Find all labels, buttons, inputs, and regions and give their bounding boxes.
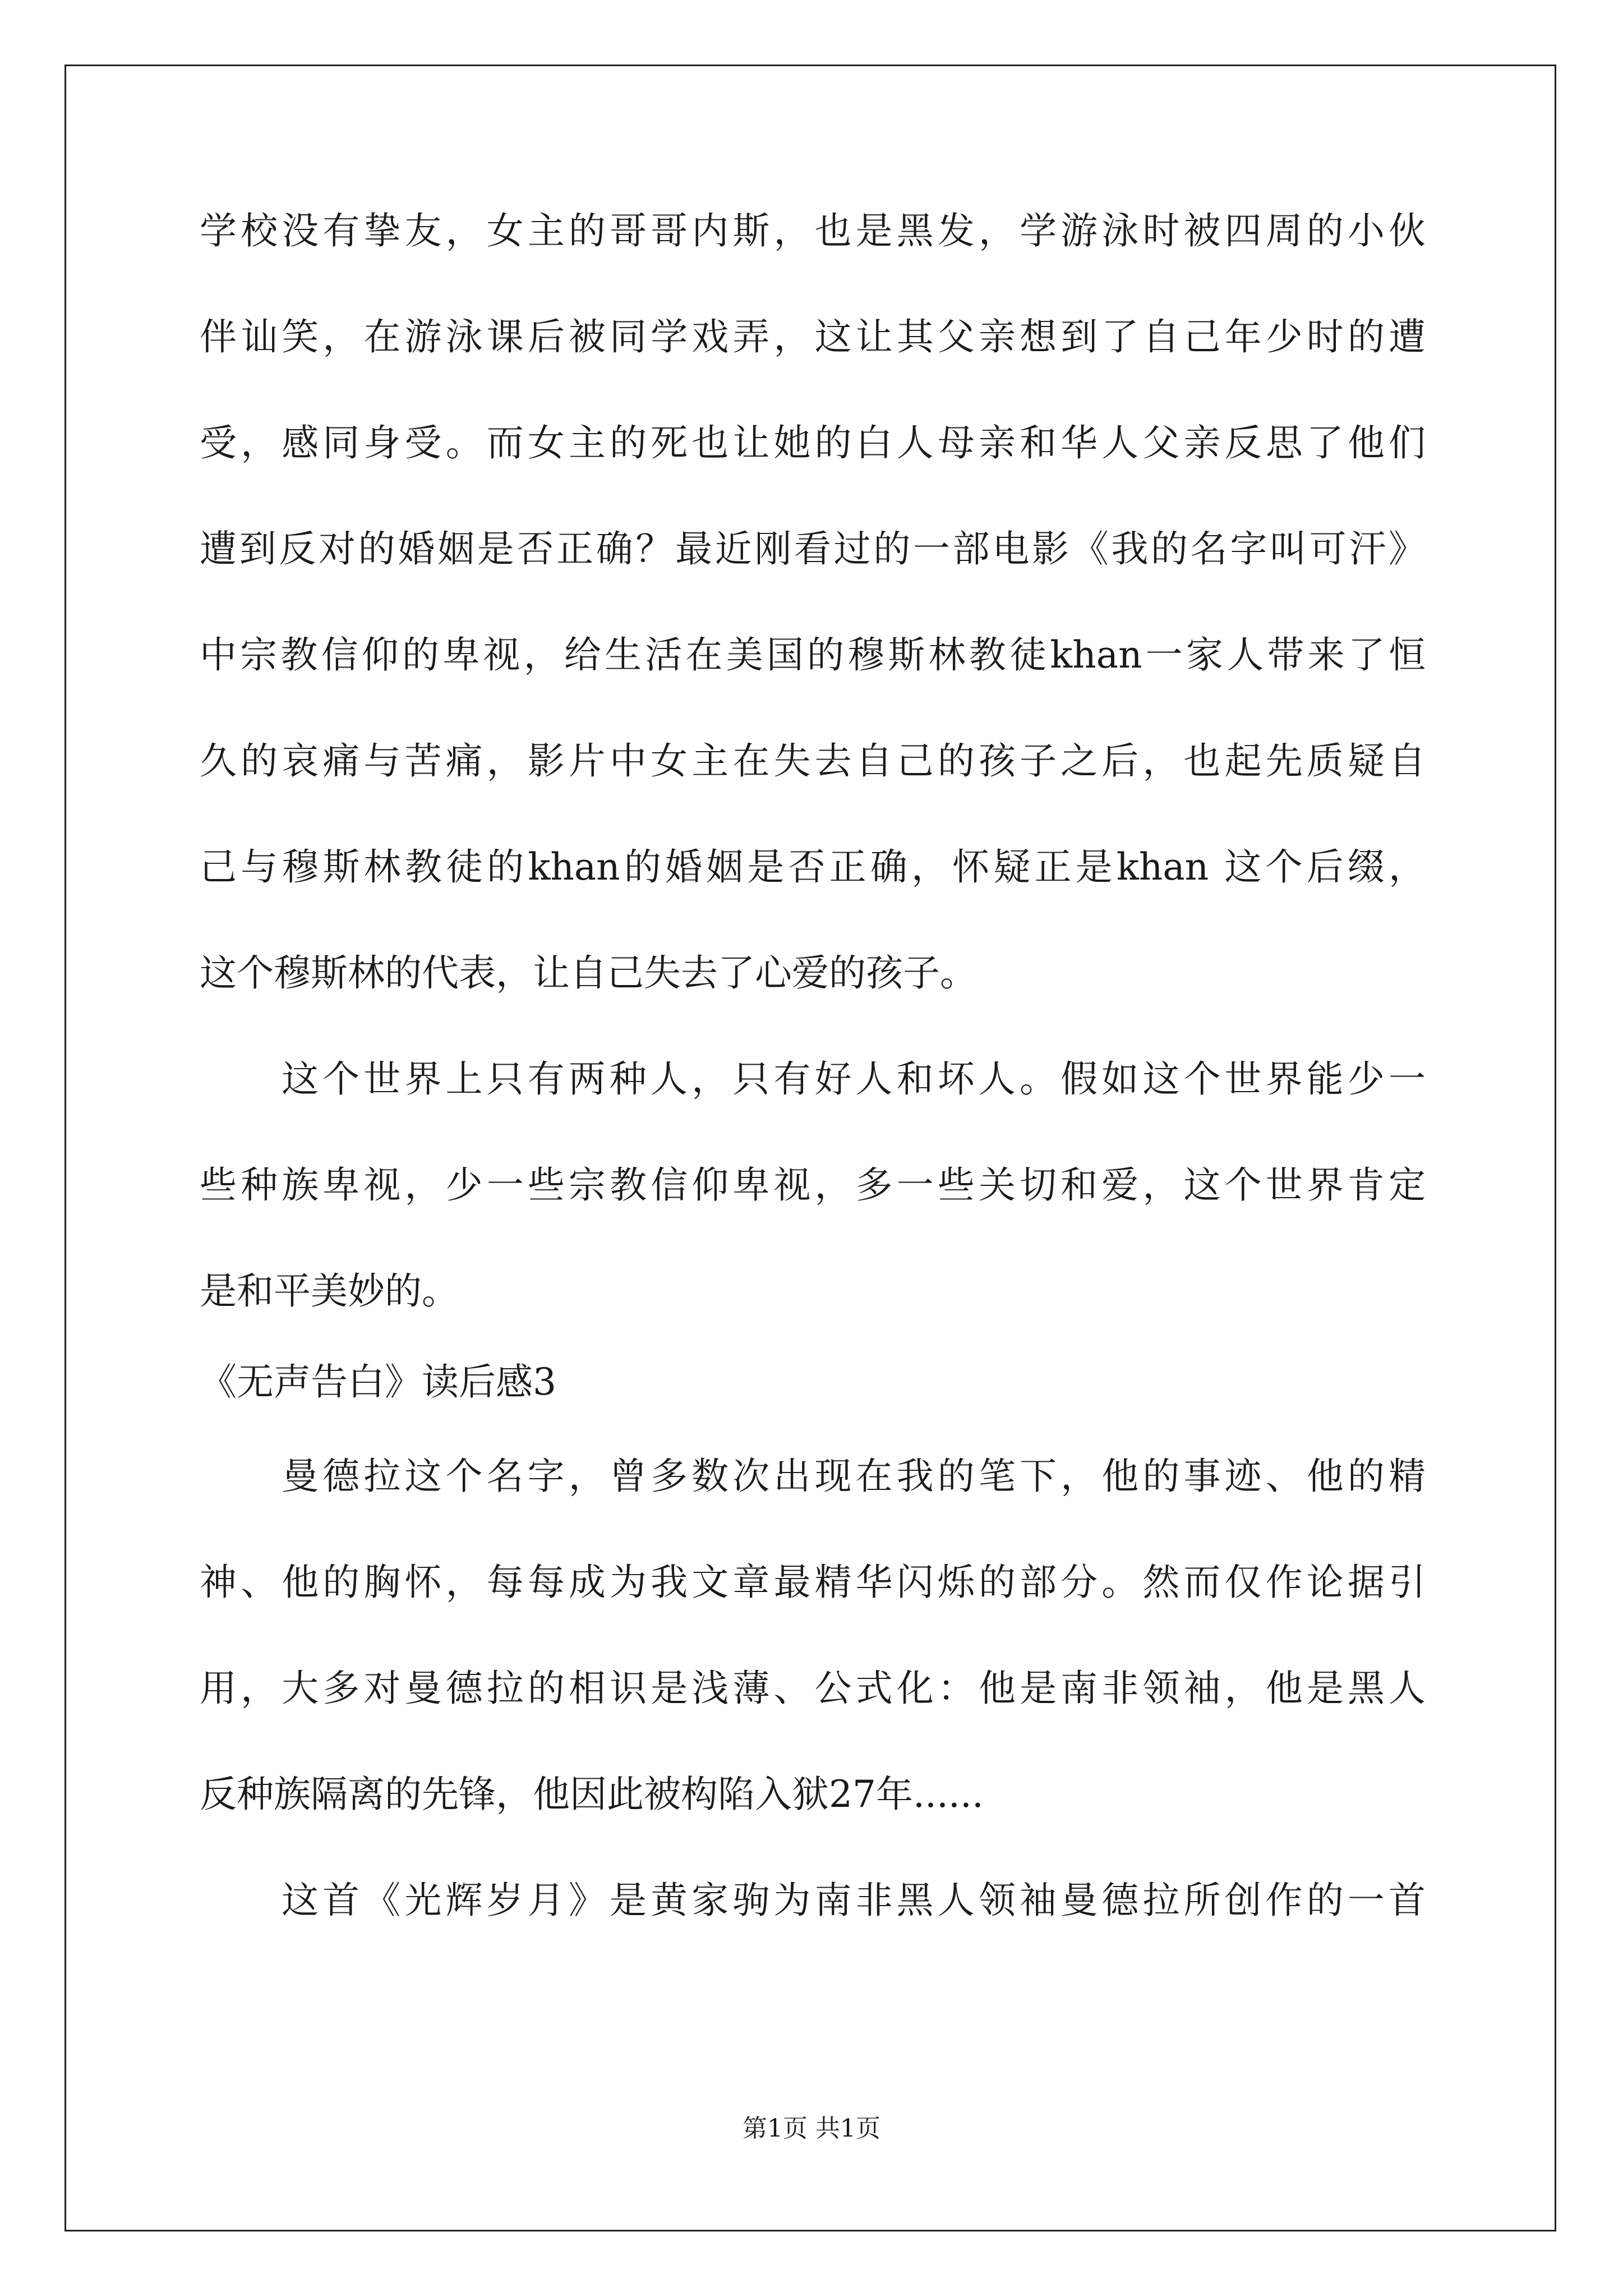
paragraph-line: 神、他的胸怀，每每成为我文章最精华闪烁的部分。然而仅作论据引 xyxy=(200,1561,1426,1604)
paragraph-line: 遭到反对的婚姻是否正确？最近刚看过的一部电影《我的名字叫可汗》 xyxy=(200,527,1426,570)
paragraph-line: 受，感同身受。而女主的死也让她的白人母亲和华人父亲反思了他们 xyxy=(200,421,1426,464)
paragraph-line: 中宗教信仰的卑视，给生活在美国的穆斯林教徒khan一家人带来了恒 xyxy=(200,633,1426,677)
paragraph-line: 些种族卑视，少一些宗教信仰卑视，多一些关切和爱，这个世界肯定 xyxy=(200,1163,1426,1207)
paragraph-line: 己与穆斯林教徒的khan的婚姻是否正确，怀疑正是khan 这个后缀， xyxy=(200,845,1426,889)
section-heading: 《无声告白》读后感3 xyxy=(200,1360,556,1404)
paragraph-line: 这个穆斯林的代表，让自己失去了心爱的孩子。 xyxy=(200,951,977,995)
page-number-footer: 第1页 共1页 xyxy=(743,2114,880,2143)
paragraph-line: 久的哀痛与苦痛，影片中女主在失去自己的孩子之后，也起先质疑自 xyxy=(200,739,1426,783)
paragraph-line: 这首《光辉岁月》是黄家驹为南非黑人领袖曼德拉所创作的一首 xyxy=(282,1879,1426,1922)
paragraph-line: 曼德拉这个名字，曾多数次出现在我的笔下，他的事迹、他的精 xyxy=(282,1455,1426,1498)
paragraph-line: 这个世界上只有两种人，只有好人和坏人。假如这个世界能少一 xyxy=(282,1057,1426,1101)
paragraph-line: 反种族隔离的先锋，他因此被构陷入狱27年...... xyxy=(200,1773,984,1816)
paragraph-line: 伴讪笑，在游泳课后被同学戏弄，这让其父亲想到了自己年少时的遭 xyxy=(200,315,1426,358)
paragraph-line: 学校没有挚友，女主的哥哥内斯，也是黑发，学游泳时被四周的小伙 xyxy=(200,209,1426,252)
paragraph-line: 是和平美妙的。 xyxy=(200,1269,459,1313)
paragraph-line: 用，大多对曼德拉的相识是浅薄、公式化：他是南非领袖，他是黑人 xyxy=(200,1667,1426,1710)
